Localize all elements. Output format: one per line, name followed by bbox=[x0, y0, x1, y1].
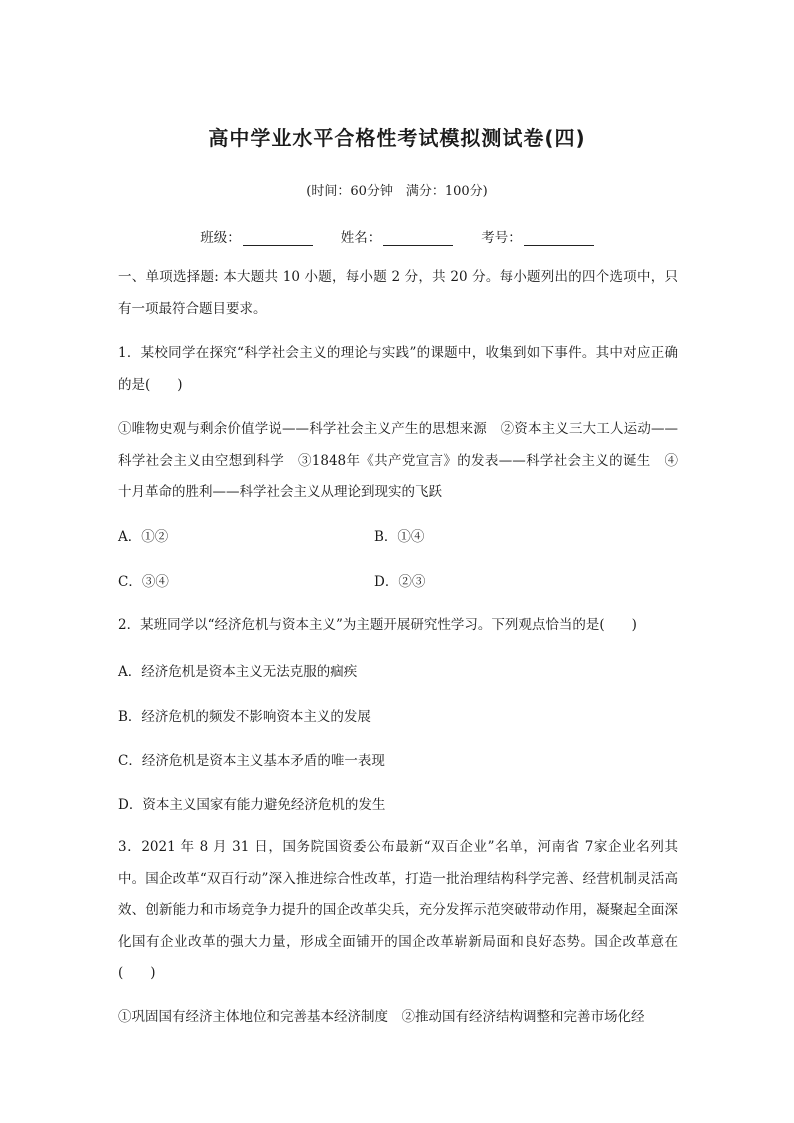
question-1-option-d[interactable]: D．②③ bbox=[374, 574, 426, 590]
question-2-option-c[interactable]: C．经济危机是资本主义基本矛盾的唯一表现 bbox=[118, 753, 385, 769]
number-blank[interactable] bbox=[524, 231, 594, 246]
question-3-statements: ①巩固国有经济主体地位和完善基本经济制度 ②推动国有经济结构调整和完善市场化经 bbox=[118, 1009, 645, 1025]
question-1-statements: ①唯物史观与剩余价值学说——科学社会主义产生的思想来源 ②资本主义三大工人运动——科学社会主义由空想到科学 ③1848年《共产党宣言》的发表——科学社会主义的诞生 ④十月革命的胜利——科学社会主义从理论到现实的飞跃 bbox=[118, 421, 678, 500]
exam-subtitle: (时间：60分钟 满分：100分) bbox=[306, 184, 488, 199]
question-1-option-a[interactable]: A．①② bbox=[118, 529, 169, 545]
question-2-option-b[interactable]: B．经济危机的频发不影响资本主义的发展 bbox=[118, 709, 371, 725]
question-1-option-b[interactable]: B．①④ bbox=[374, 529, 425, 545]
class-label: 班级： bbox=[200, 230, 241, 246]
student-info-fields bbox=[0, 226, 794, 246]
question-2-option-a[interactable]: A．经济危机是资本主义无法克服的痼疾 bbox=[118, 664, 358, 680]
class-blank[interactable] bbox=[243, 231, 313, 246]
question-2-option-d[interactable]: D．资本主义国家有能力避免经济危机的发生 bbox=[118, 797, 386, 813]
question-3-stem: 3．2021 年 8 月 31 日，国务院国资委公布最新“双百企业”名单，河南省 7家企业名列其中。国企改革“双百行动”深入推进综合性改革，打造一批治理结构科学完善、经营机制灵活高效、创新能力和市场竞争力提升的国企改革尖兵，充分发挥示范突破带动作用，凝聚起全面深化国有企业改革的强大力量，形成全面铺开的国企改革崭新局面和良好态势。国企改革意在( ) bbox=[118, 839, 678, 981]
question-1-option-c[interactable]: C．③④ bbox=[118, 574, 169, 590]
name-blank[interactable] bbox=[383, 231, 453, 246]
exam-title: 高中学业水平合格性考试模拟测试卷(四) bbox=[208, 126, 586, 150]
section-heading: 一、单项选择题: 本大题共 10 小题，每小题 2 分，共 20 分。每小题列出的四个选项中，只有一项最符合题目要求。 bbox=[118, 269, 678, 317]
question-1-stem: 1．某校同学在探究“科学社会主义的理论与实践”的课题中，收集到如下事件。其中对应正确的是( ) bbox=[118, 345, 678, 393]
name-label: 姓名： bbox=[340, 230, 382, 246]
number-label: 考号： bbox=[481, 230, 522, 246]
number-field[interactable] bbox=[481, 226, 594, 246]
question-2-stem: 2．某班同学以“经济危机与资本主义”为主题开展研究性学习。下列观点恰当的是( ) bbox=[118, 617, 637, 633]
class-field[interactable] bbox=[200, 226, 313, 246]
name-field[interactable] bbox=[341, 226, 454, 246]
